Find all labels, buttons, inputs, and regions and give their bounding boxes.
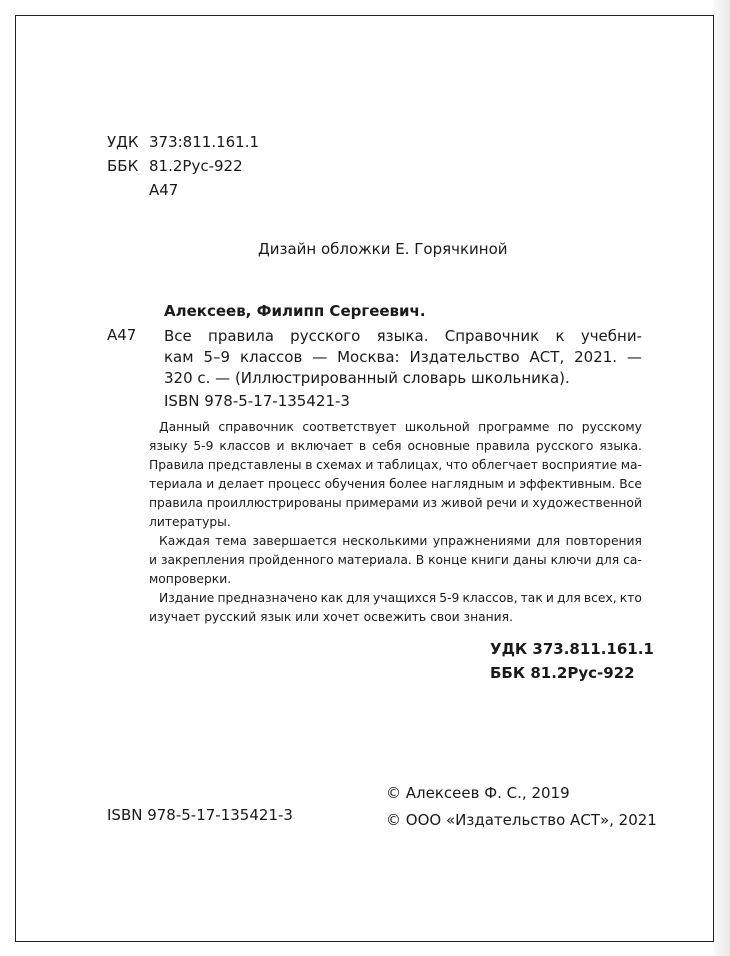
author-heading: Алексеев, Филипп Сергеевич. [164, 302, 426, 320]
word: что [445, 458, 468, 472]
annotation-line: литературы. [149, 515, 231, 529]
word: справочник [218, 420, 294, 434]
word: повторения [565, 534, 642, 548]
word: себя [372, 439, 402, 453]
word: художественной [532, 496, 642, 510]
word: Каждая [159, 534, 210, 548]
cover-design-credit: Дизайн обложки Е. Горячкиной [258, 240, 508, 258]
word: закрепления [160, 553, 245, 567]
bbk-label: ББК [107, 157, 139, 175]
word: 5–9 [203, 348, 231, 366]
word: восприятие [541, 458, 618, 472]
copyright-block [386, 780, 657, 834]
word: завершается [252, 534, 337, 548]
word: несколькими [342, 534, 428, 548]
word: школьной [404, 420, 470, 434]
word: и [276, 439, 285, 453]
word: основные [407, 439, 470, 453]
word: 5-9 [439, 591, 460, 605]
word: речи [486, 496, 517, 510]
author-sign-value: А47 [149, 181, 179, 199]
word: таблицах, [377, 458, 443, 472]
word: по [557, 420, 574, 434]
word: более [389, 477, 428, 491]
word: упражнениями [432, 534, 531, 548]
word: — [626, 348, 642, 366]
word: кам [164, 348, 194, 366]
biblio-line [164, 326, 642, 347]
annotation-line [149, 551, 642, 570]
word: ключи [550, 553, 592, 567]
word: кто [619, 591, 642, 605]
copyright-author: © Алексеев Ф. С., 2019 [386, 784, 570, 802]
word: Все [619, 477, 642, 491]
word: всех, [583, 591, 617, 605]
word: 5-9 [193, 439, 214, 453]
author-mark: А47 [107, 326, 137, 344]
annotation-line: мопроверки. [149, 572, 232, 586]
annotation-line: изучает русский язык или хочет освежить свои знания. [149, 610, 513, 624]
word: классов [219, 439, 271, 453]
word: даны [512, 553, 547, 567]
word: Данный [159, 420, 210, 434]
annotation-line [149, 494, 642, 513]
annotation-line [149, 532, 642, 551]
word: из [422, 496, 438, 510]
word: предназначено [217, 591, 318, 605]
word: для [595, 553, 620, 567]
word: правила [475, 439, 530, 453]
word: языка. [599, 439, 642, 453]
word: к [555, 327, 565, 345]
annotation-line [149, 456, 642, 475]
udk-label: УДК [107, 133, 139, 151]
word: правила [208, 327, 274, 345]
author-sign-row [107, 181, 178, 199]
page-edge-shadow [714, 0, 730, 956]
annotation-line [149, 475, 642, 494]
word: в [305, 458, 313, 472]
word: русского [535, 439, 594, 453]
isbn-footer: ISBN 978-5-17-135421-3 [107, 806, 293, 824]
word: облегчает [471, 458, 538, 472]
word: так [520, 591, 543, 605]
word: классов, [462, 591, 518, 605]
word: делает [218, 477, 265, 491]
word: конце [428, 553, 468, 567]
word: учащихся [373, 591, 437, 605]
word: в [358, 439, 367, 453]
bibliographic-description [164, 326, 642, 389]
word: териала [149, 477, 203, 491]
word: обучения [324, 477, 386, 491]
word: схемах [316, 458, 362, 472]
word: примерами [345, 496, 419, 510]
word: соответствует [302, 420, 397, 434]
word: тема [215, 534, 247, 548]
word: эффективным. [519, 477, 616, 491]
word: проиллюстрированы [206, 496, 342, 510]
word: классов [239, 348, 303, 366]
word: Все [164, 327, 192, 345]
word: живой [440, 496, 483, 510]
biblio-line [164, 347, 642, 368]
word: языку [149, 439, 188, 453]
biblio-line: 320 с. — (Иллюстрированный словарь школьника). [164, 369, 570, 387]
word: для [536, 534, 561, 548]
word: книги [470, 553, 509, 567]
word: русского [290, 327, 361, 345]
word: программе [478, 420, 550, 434]
isbn-main: ISBN 978-5-17-135421-3 [164, 392, 350, 410]
word: представлены [207, 458, 302, 472]
word: Правила [149, 458, 205, 472]
word: для [346, 591, 370, 605]
word: Издание [159, 591, 215, 605]
word: и [206, 477, 215, 491]
word: и [365, 458, 374, 472]
word: для [557, 591, 581, 605]
classification-codes [490, 637, 654, 685]
word: учебни- [580, 327, 642, 345]
word: В [415, 553, 425, 567]
annotation-line [149, 437, 642, 456]
word: процесс [268, 477, 321, 491]
word: русскому [581, 420, 642, 434]
word: языка. [376, 327, 429, 345]
word: пройденного [248, 553, 334, 567]
word: Москва: [337, 348, 400, 366]
word: ма- [620, 458, 642, 472]
word: АСТ, [529, 348, 565, 366]
word: и [149, 553, 157, 567]
word: включает [290, 439, 353, 453]
word: Издательство [409, 348, 520, 366]
bbk-code: ББК 81.2Рус-922 [490, 664, 635, 682]
word: правила [149, 496, 204, 510]
word: са- [623, 553, 642, 567]
word: 2021. [574, 348, 618, 366]
bbk-row [107, 157, 243, 175]
annotation-line [149, 589, 642, 608]
annotation-line [149, 418, 642, 437]
word: и [520, 496, 529, 510]
word: материала. [337, 553, 412, 567]
copyright-publisher: © ООО «Издательство АСТ», 2021 [386, 811, 657, 829]
word: и [507, 477, 516, 491]
word: наглядным [430, 477, 504, 491]
word: Справочник [444, 327, 540, 345]
udk-value: 373:811.161.1 [149, 133, 260, 151]
annotation [149, 418, 642, 627]
bbk-value: 81.2Рус-922 [149, 157, 243, 175]
udk-row [107, 133, 259, 151]
word: как [320, 591, 344, 605]
word: — [312, 348, 328, 366]
word: и [545, 591, 554, 605]
udk-code: УДК 373.811.161.1 [490, 640, 654, 658]
